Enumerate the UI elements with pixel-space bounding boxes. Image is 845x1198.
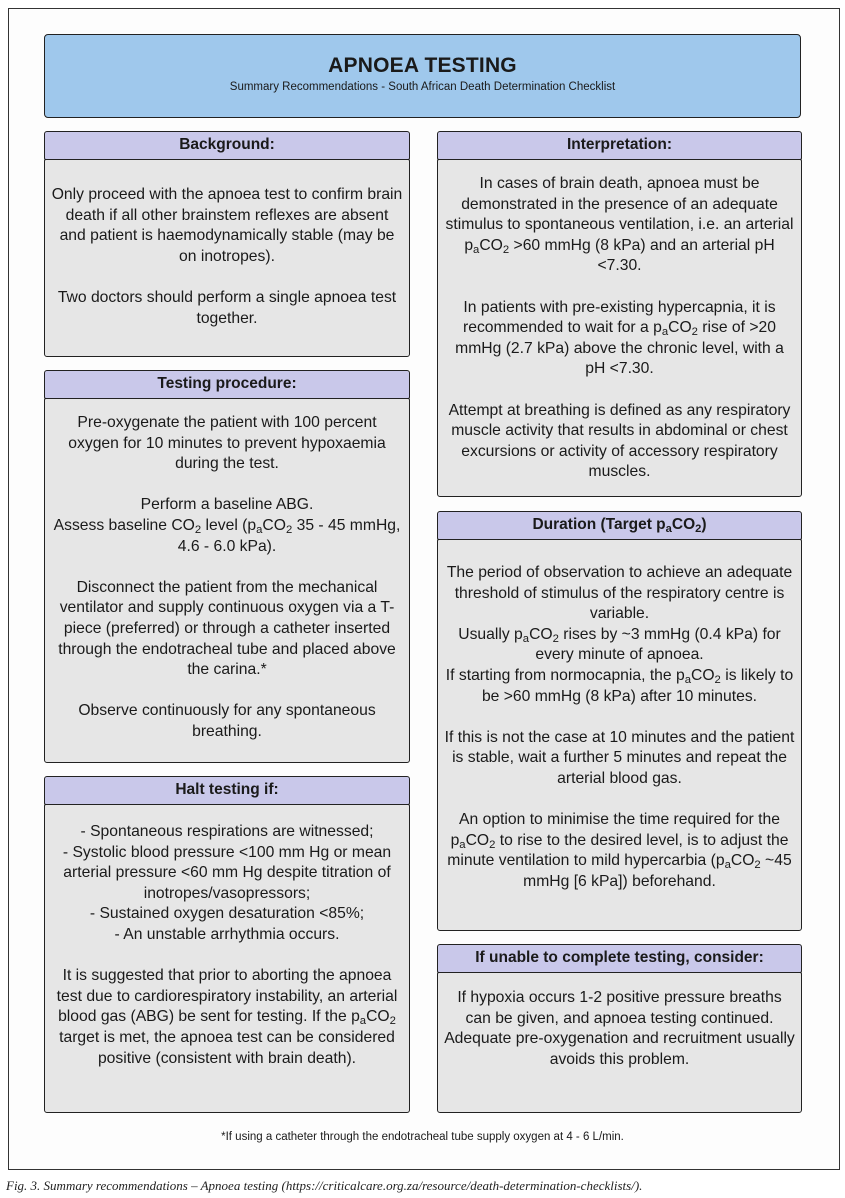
procedure-paragraph: Perform a baseline ABG.	[140, 496, 314, 514]
unable-to-complete-heading: If unable to complete testing, consider:	[437, 944, 802, 973]
halt-criterion: - Spontaneous respirations are witnessed;	[80, 823, 374, 840]
background-paragraph: Two doctors should perform a single apnoea test together.	[57, 288, 397, 327]
duration-paragraph: An option to minimise the time required for the $p_aCO_2$ to rise to the desired level, is to adjust the minute ventilation to mild hypercarbia ($p_aCO_2$ ~45 mmHg [6 kPa]) beforehand.	[447, 811, 792, 890]
testing-procedure-body	[44, 398, 410, 763]
interpretation-paragraph: In cases of brain death, apnoea must be demonstrated in the presence of an adequate stimulus to spontaneous ventilation, i.e. an arterial $p_aCO_2 >60$ mmHg (8 kPa) and an arterial pH <7.30.	[445, 175, 794, 275]
procedure-paragraph: Pre-oxygenate the patient with 100 percent oxygen for 10 minutes to prevent hypoxaemia during the test.	[68, 414, 386, 473]
duration-paragraph: The period of observation to achieve an adequate threshold of stimulus of the respiratory centre is variable.	[446, 564, 793, 623]
interpretation-body	[437, 159, 802, 497]
halt-criterion: - Sustained oxygen desaturation <85%;	[89, 905, 365, 923]
unable-paragraph: If hypoxia occurs 1-2 positive pressure breaths can be given, and apnoea testing continued.	[457, 989, 782, 1027]
title-banner	[44, 34, 801, 118]
halt-testing-body	[44, 804, 410, 1113]
testing-procedure-heading: Testing procedure:	[44, 370, 410, 399]
halt-testing-heading: Halt testing if:	[44, 776, 410, 805]
page-subtitle: Summary Recommendations - South African Death Determination Checklist	[229, 81, 616, 93]
interpretation-paragraph: In patients with pre-existing hypercapnia, it is recommended to wait for a $p_aCO_2$ rise of >20 mmHg (2.7 kPa) above the chronic level, with a pH <7.30.	[455, 298, 784, 378]
interpretation-heading: Interpretation:	[437, 131, 802, 160]
procedure-paragraph: Disconnect the patient from the mechanical ventilator and supply continuous oxygen via a T-piece (preferred) or through a catheter inserted through the endotracheal tube and placed above the carina.*	[58, 578, 396, 679]
duration-body	[437, 539, 802, 931]
duration-paragraph: If this is not the case at 10 minutes and the patient is stable, wait a further 5 minutes and repeat the arterial blood gas.	[444, 728, 795, 787]
page-title: APNOEA TESTING	[328, 54, 517, 77]
background-body	[44, 159, 410, 357]
duration-paragraph: If starting from normocapnia, the $p_aCO_2$ is likely to be >60 mmHg (8 kPa) after 10 minutes.	[445, 666, 794, 705]
halt-criterion: - Systolic blood pressure <100 mm Hg or mean arterial pressure <60 mm Hg despite titration of inotropes/vasopressors;	[62, 843, 392, 902]
duration-heading: Duration (Target $p_aCO_2$)	[437, 511, 802, 540]
footnote: *If using a catheter through the endotracheal tube supply oxygen at 4 - 6 L/min.	[221, 1131, 624, 1143]
background-paragraph: Only proceed with the apnoea test to confirm brain death if all other brainstem reflexes are absent and patient is haemodynamically stable (may be on inotropes).	[51, 186, 403, 265]
unable-to-complete-body	[437, 972, 802, 1113]
procedure-paragraph: Assess baseline $CO_2$ level ($p_aCO_2$ 35 - 45 mmHg, 4.6 - 6.0 kPa).	[53, 516, 401, 555]
halt-note: It is suggested that prior to aborting the apnoea test due to cardiorespiratory instability, an arterial blood gas (ABG) be sent for testing. If the $p_aCO_2$ target is met, the apnoea test can be considered positive (consistent with brain death).	[56, 967, 398, 1067]
figure-caption: Fig. 3. Summary recommendations – Apnoea testing (https://criticalcare.org.za/resource/death-determination-checklists/).	[6, 1178, 643, 1193]
procedure-paragraph: Observe continuously for any spontaneous breathing.	[78, 702, 376, 740]
duration-paragraph: Usually $p_aCO_2$ rises by ~3 mmHg (0.4 kPa) for every minute of apnoea.	[458, 625, 781, 664]
unable-paragraph: Adequate pre-oxygenation and recruitment usually avoids this problem.	[444, 1030, 795, 1068]
halt-criterion: - An unstable arrhythmia occurs.	[114, 925, 340, 943]
background-heading: Background:	[44, 131, 410, 160]
interpretation-paragraph: Attempt at breathing is defined as any respiratory muscle activity that results in abdominal or chest excursions or activity of accessory respiratory muscles.	[448, 401, 791, 481]
